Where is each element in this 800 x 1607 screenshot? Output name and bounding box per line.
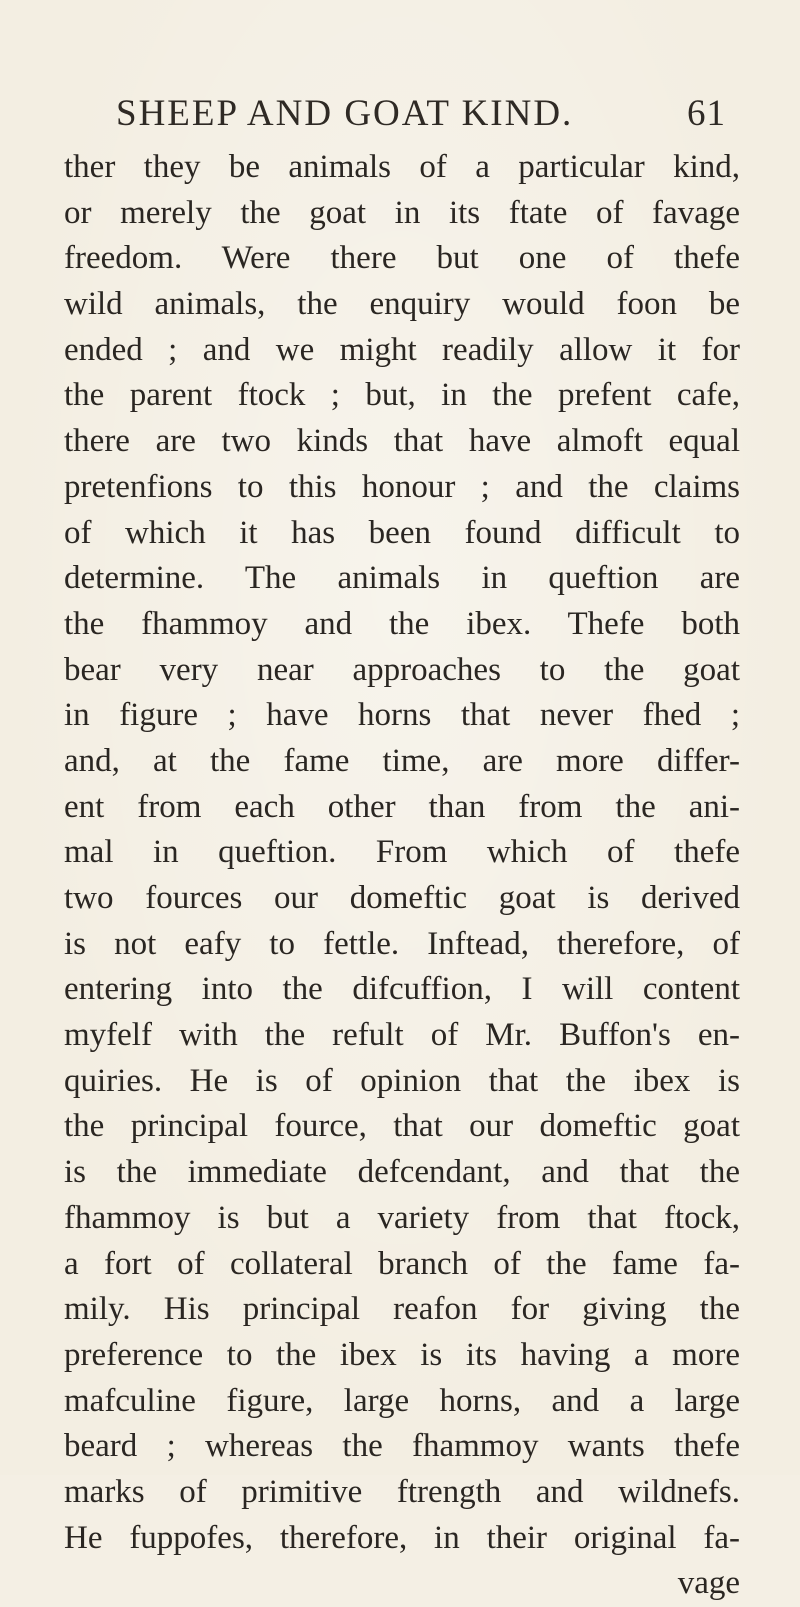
text-line: entering into the difcuffion, I will content bbox=[64, 971, 740, 1008]
body-text bbox=[64, 145, 740, 1607]
running-header bbox=[116, 92, 726, 142]
text-line: mafculine figure, large horns, and a large bbox=[64, 1382, 740, 1419]
text-line: ther they be animals of a particular kind, bbox=[64, 149, 740, 185]
text-line: of which it has been found difficult to bbox=[64, 514, 740, 551]
text-line: ent from each other than from the ani- bbox=[64, 788, 740, 825]
text-line: pretenfions to this honour ; and the claims bbox=[64, 468, 740, 505]
text-line: or merely the goat in its ftate of favage bbox=[64, 194, 740, 231]
text-line: quiries. He is of opinion that the ibex is bbox=[64, 1062, 740, 1099]
text-line: bear very near approaches to the goat bbox=[64, 651, 740, 688]
text-line: the parent ftock ; but, in the prefent cafe, bbox=[64, 377, 740, 414]
text-line: ended ; and we might readily allow it for bbox=[64, 331, 740, 368]
text-line: myfelf with the refult of Mr. Buffon's en- bbox=[64, 1017, 740, 1054]
text-line: determine. The animals in queftion are bbox=[64, 560, 740, 597]
text-line: fhammoy is but a variety from that ftock, bbox=[64, 1199, 740, 1236]
text-line: wild animals, the enquiry would foon be bbox=[64, 286, 740, 323]
text-line: in figure ; have horns that never fhed ; bbox=[64, 697, 740, 734]
page-number: 61 bbox=[687, 93, 726, 134]
catchword: vage bbox=[677, 1565, 740, 1602]
text-line: there are two kinds that have almoft equal bbox=[64, 423, 740, 460]
text-line: the principal fource, that our domeftic goat bbox=[64, 1108, 740, 1145]
text-line: marks of primitive ftrength and wildnefs. bbox=[64, 1473, 740, 1510]
text-line: preference to the ibex is its having a more bbox=[64, 1336, 740, 1373]
text-line: freedom. Were there but one of thefe bbox=[64, 240, 740, 277]
text-line: and, at the fame time, are more differ- bbox=[64, 742, 740, 779]
running-title: SHEEP AND GOAT KIND. bbox=[116, 93, 574, 134]
text-line: mal in queftion. From which of thefe bbox=[64, 834, 740, 871]
text-line: is not eafy to fettle. Inftead, therefore, of bbox=[64, 925, 740, 962]
text-line: two fources our domeftic goat is derived bbox=[64, 880, 740, 916]
text-line: a fort of collateral branch of the fame fa- bbox=[64, 1245, 740, 1282]
text-line: mily. His principal reafon for giving the bbox=[64, 1291, 740, 1328]
text-line: the fhammoy and the ibex. Thefe both bbox=[64, 605, 740, 642]
text-line: is the immediate defcendant, and that the bbox=[64, 1154, 740, 1191]
text-line: beard ; whereas the fhammoy wants thefe bbox=[64, 1428, 740, 1465]
text-line: He fuppofes, therefore, in their original fa- bbox=[64, 1519, 740, 1556]
